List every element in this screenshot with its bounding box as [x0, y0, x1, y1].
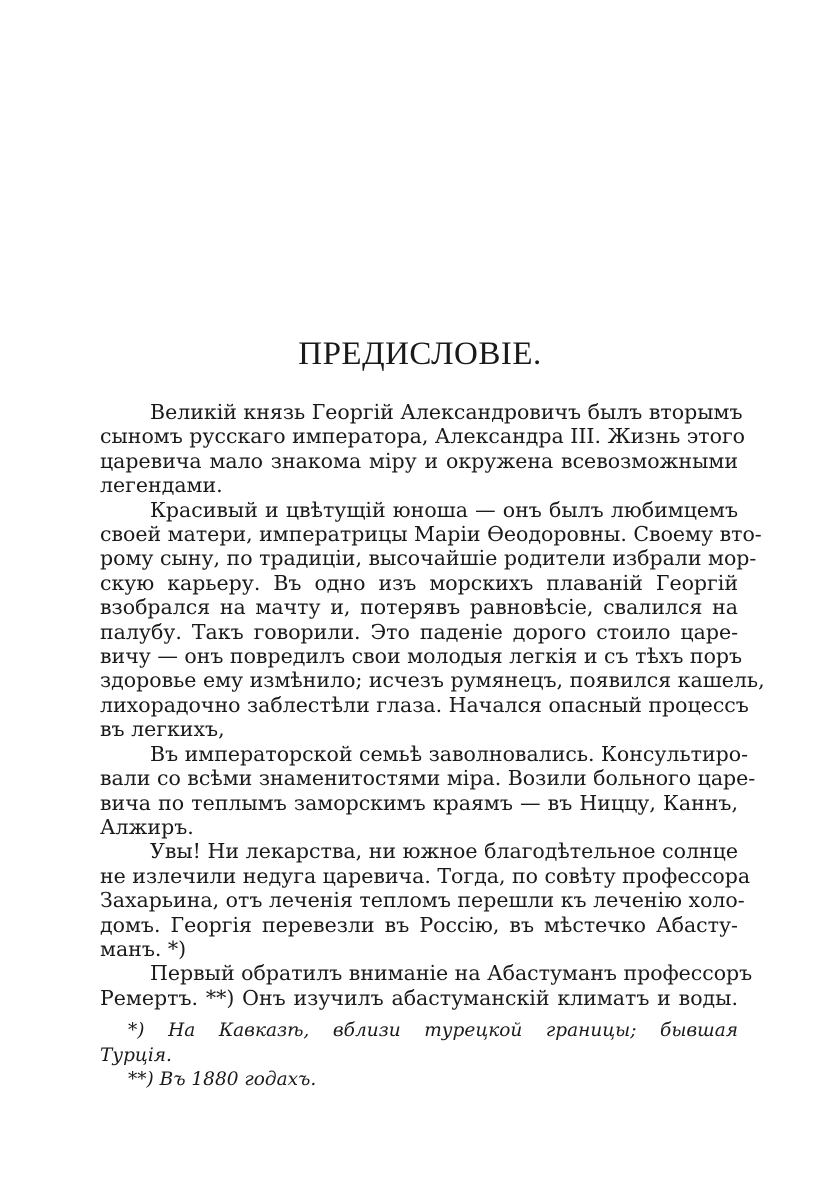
text-line: Захарьина, отъ леченія тепломъ перешли къ леченію холо- [100, 888, 745, 913]
paragraph-2 [100, 497, 765, 742]
text-line: своей матери, императрицы Маріи Ѳеодоровны. Своему вто- [100, 522, 762, 547]
footnotes [100, 1019, 738, 1093]
text-line: Алжиръ. [100, 814, 194, 839]
text-line: скую карьеру. Въ одно изъ морскихъ плаваній Георгій [100, 570, 738, 595]
paragraph-3 [100, 741, 756, 840]
text-line: здоровье ему измѣнило; исчезъ румянецъ, появился кашель, [100, 668, 765, 693]
footnote-1 [100, 1019, 738, 1068]
footnote-line: *) На Кавказѣ, вблизи турецкой границы; бывшая [128, 1020, 738, 1041]
page-title: ПРЕДИСЛОВІЕ. [298, 336, 542, 372]
text-line: въ легкихъ, [100, 717, 225, 742]
text-line: Первый обратилъ вниманіе на Абастуманъ профессоръ [150, 961, 753, 986]
footnote-2 [100, 1068, 738, 1093]
text-line: царевича мало знакома міру и окружена всевозможными [100, 448, 738, 473]
paragraph-4 [100, 839, 751, 961]
text-line: Красивый и цвѣтущій юноша — онъ былъ любимцемъ [150, 497, 738, 522]
text-line: взобрался на мачту и, потерявъ равновѣсіе, свалился на [100, 595, 738, 620]
text-line: рому сыну, по традиціи, высочайшіе родители избрали мор- [100, 546, 757, 571]
text-line: Ремертъ. **) Онъ изучилъ абастуманскій климатъ и воды. [100, 985, 738, 1010]
text-line: Въ императорской семьѣ заволновались. Консультиро- [150, 741, 749, 766]
text-line: легендами. [100, 473, 223, 498]
text-line: Великій князь Георгій Александровичъ былъ вторымъ [150, 400, 743, 424]
text-line: манъ. *) [100, 936, 187, 961]
text-line: сыномъ русскаго императора, Александра III. Жизнь этого [100, 424, 746, 449]
footnote-line: **) Въ 1880 годахъ. [128, 1069, 317, 1091]
paragraph-5 [100, 961, 753, 1010]
text-line: вали со всѣми знаменитостями міра. Возили больного царе- [100, 766, 756, 791]
text-line: палубу. Такъ говорили. Это паденіе дорого стоило царе- [100, 619, 738, 644]
footnote-line: Турція. [100, 1044, 172, 1066]
text-line: домъ. Георгія перевезли въ Россію, въ мѣстечко Абасту- [100, 912, 738, 937]
text-line: не излечили недуга царевича. Тогда, по совѣту профессора [100, 863, 751, 888]
text-line: вичу — онъ повредилъ свои молодыя легкія и съ тѣхъ поръ [100, 644, 743, 669]
paragraph-1 [100, 400, 746, 498]
text-line: Увы! Ни лекарства, ни южное благодѣтельное солнце [150, 839, 738, 864]
text-line: лихорадочно заблестѣли глаза. Начался опасный процессъ [100, 692, 749, 717]
text-line: вича по теплымъ заморскимъ краямъ — въ Ниццу, Каннъ, [100, 790, 738, 815]
body-text [100, 400, 765, 1010]
